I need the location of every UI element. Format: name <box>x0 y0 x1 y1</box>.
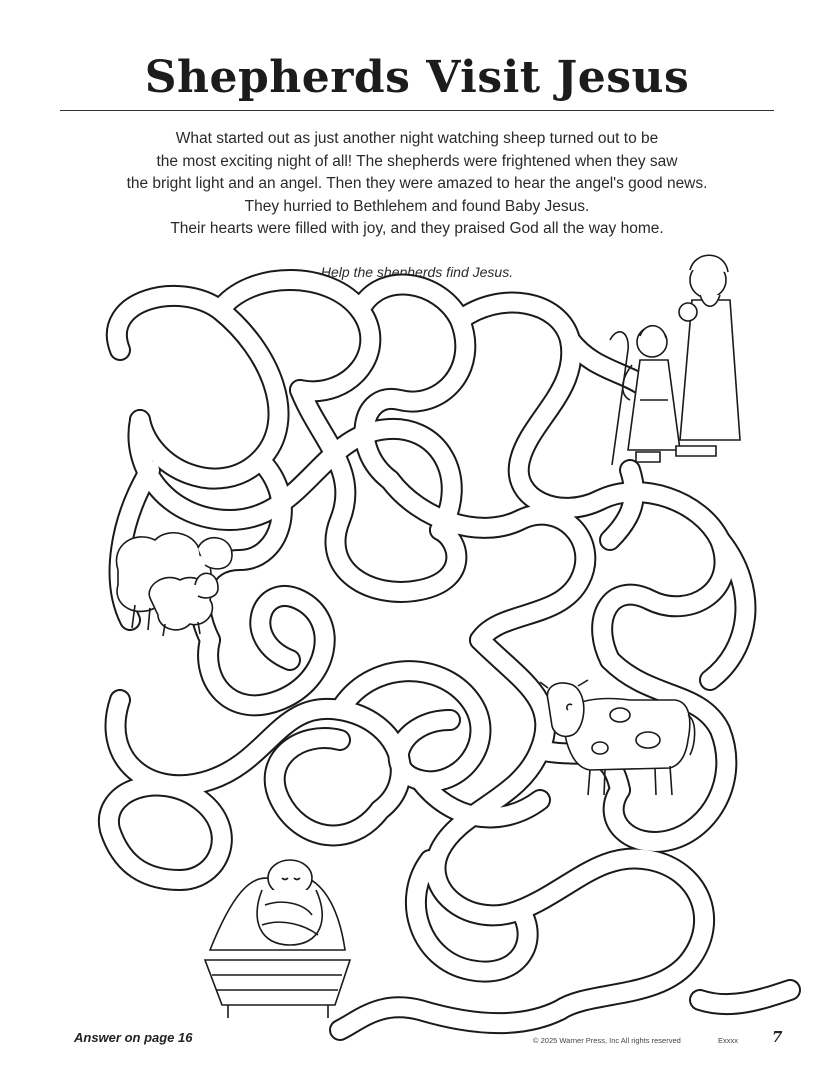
product-code: Exxxx <box>718 1036 739 1045</box>
intro-line: the most exciting night of all! The shepherds were frightened when they saw <box>156 152 678 170</box>
intro-line: They hurried to Bethlehem and found Baby Jesus. <box>244 197 590 215</box>
baby-jesus-manger-illustration <box>205 860 350 1018</box>
maze-instruction: Help the shepherds find Jesus. <box>320 264 514 280</box>
intro-line: Their hearts were filled with joy, and they praised God all the way home. <box>170 220 664 237</box>
copyright-text: © 2025 Warner Press, Inc All rights reserved <box>533 1036 681 1045</box>
intro-line: the bright light and an angel. Then they were amazed to hear the angel's good news. <box>126 175 708 192</box>
answer-note: Answer on page 16 <box>74 1030 193 1045</box>
page-title: Shepherds Visit Jesus <box>144 52 690 103</box>
page-number: 7 <box>772 1028 783 1046</box>
intro-line: What started out as just another night watching sheep turned out to be <box>175 130 659 147</box>
shepherds-illustration <box>610 255 740 465</box>
